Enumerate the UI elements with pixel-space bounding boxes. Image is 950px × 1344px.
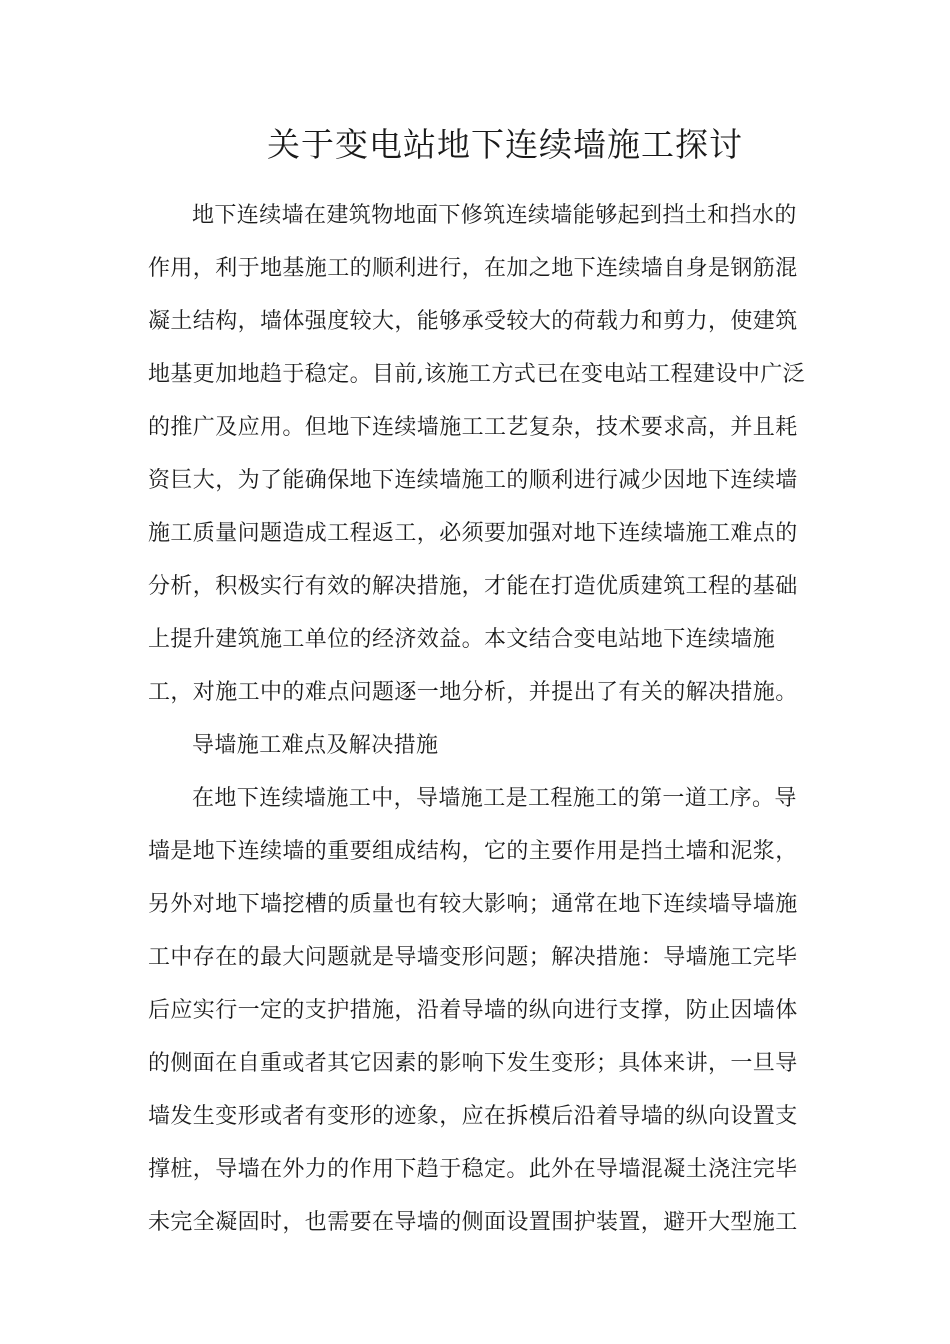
paragraph-line: 后应实行一定的支护措施，沿着导墙的纵向进行支撑，防止因墙体 <box>148 998 798 1023</box>
document-title: 关于变电站地下连续墙施工探讨 <box>267 125 743 164</box>
paragraph-line: 凝土结构，墙体强度较大，能够承受较大的荷载力和剪力，使建筑 <box>148 309 798 334</box>
paragraph-line: 的推广及应用。但地下连续墙施工工艺复杂，技术要求高，并且耗 <box>148 415 798 440</box>
paragraph-line: 作用，利于地基施工的顺利进行，在加之地下连续墙自身是钢筋混 <box>148 256 798 281</box>
paragraph-line: 资巨大，为了能确保地下连续墙施工的顺利进行减少因地下连续墙 <box>148 468 798 493</box>
section-heading: 导墙施工难点及解决措施 <box>192 733 439 758</box>
paragraph-line: 墙发生变形或者有变形的迹象，应在拆模后沿着导墙的纵向设置支 <box>148 1104 798 1129</box>
paragraph-line: 上提升建筑施工单位的经济效益。本文结合变电站地下连续墙施 <box>148 627 776 652</box>
paragraph-line: 工，对施工中的难点问题逐一地分析，并提出了有关的解决措施。 <box>148 680 798 705</box>
paragraph-line: 墙是地下连续墙的重要组成结构，它的主要作用是挡土墙和泥浆， <box>148 839 798 864</box>
paragraph-line: 未完全凝固时，也需要在导墙的侧面设置围护装置，避开大型施工 <box>148 1210 798 1235</box>
paragraph-line: 工中存在的最大问题就是导墙变形问题；解决措施：导墙施工完毕 <box>148 945 798 970</box>
paragraph-line: 撑桩，导墙在外力的作用下趋于稳定。此外在导墙混凝土浇注完毕 <box>148 1157 798 1182</box>
paragraph-line: 的侧面在自重或者其它因素的影响下发生变形；具体来讲，一旦导 <box>148 1051 798 1076</box>
paragraph-line: 地下连续墙在建筑物地面下修筑连续墙能够起到挡土和挡水的 <box>192 203 797 228</box>
paragraph-line: 地基更加地趋于稳定。目前,该施工方式已在变电站工程建设中广泛 <box>148 362 805 387</box>
paragraph-line: 分析，积极实行有效的解决措施，才能在打造优质建筑工程的基础 <box>148 574 798 599</box>
paragraph-line: 在地下连续墙施工中，导墙施工是工程施工的第一道工序。导 <box>192 786 797 811</box>
paragraph-line: 施工质量问题造成工程返工，必须要加强对地下连续墙施工难点的 <box>148 521 798 546</box>
paragraph-line: 另外对地下墙挖槽的质量也有较大影响；通常在地下连续墙导墙施 <box>148 892 798 917</box>
